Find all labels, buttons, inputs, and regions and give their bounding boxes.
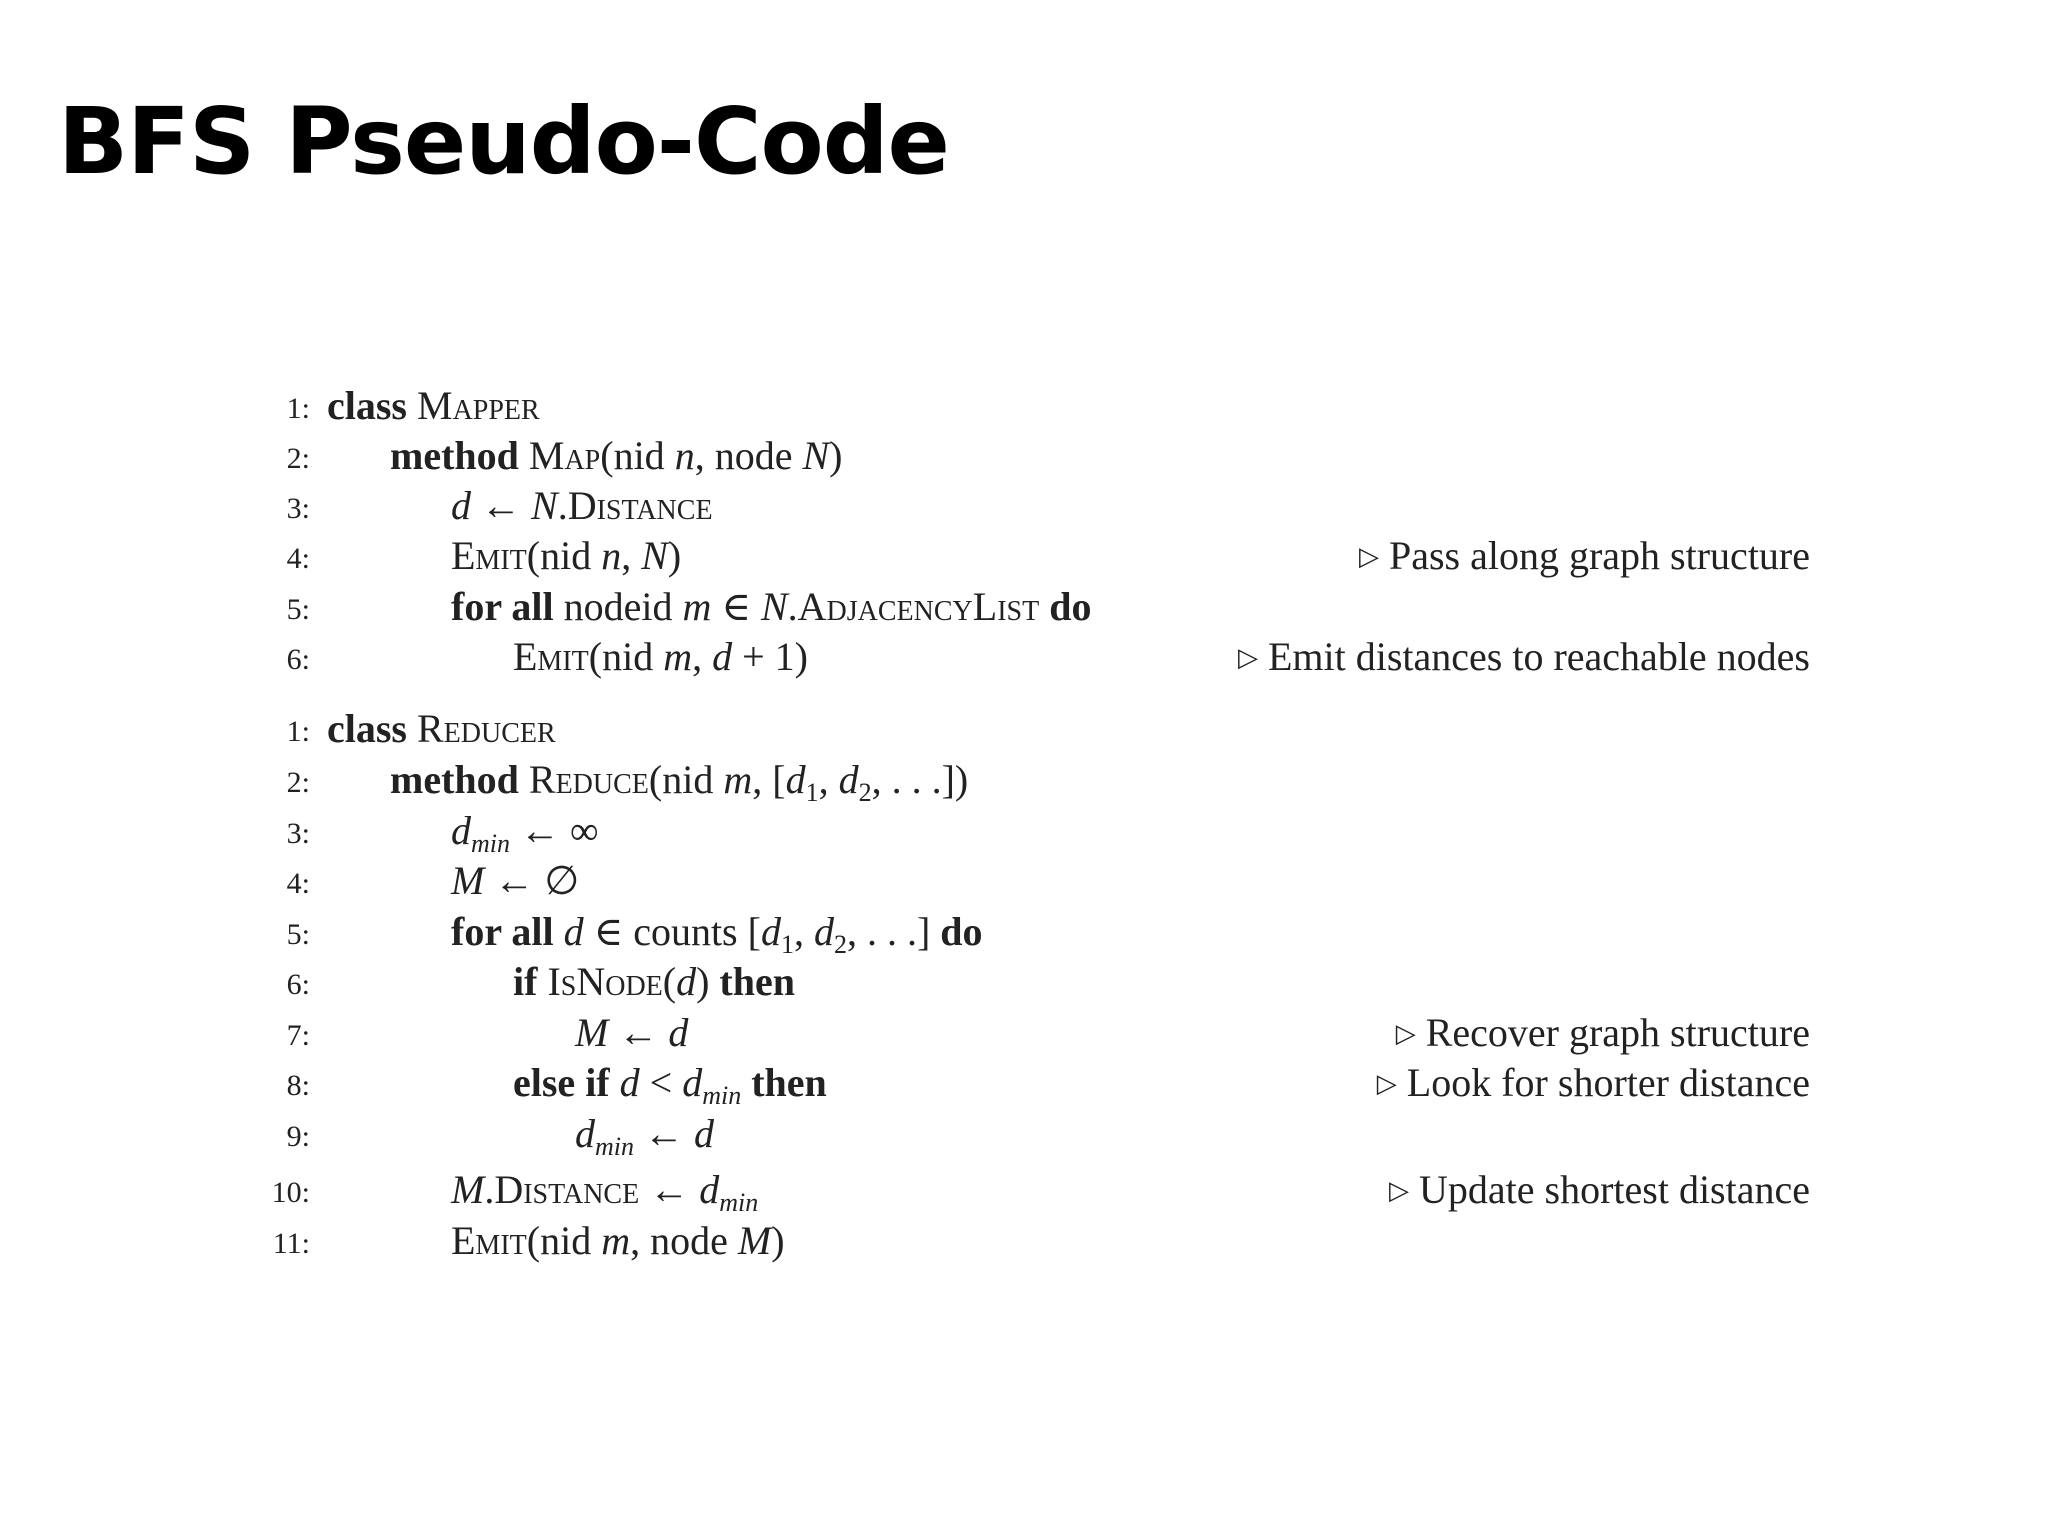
variable: d	[838, 757, 859, 802]
variable: N	[531, 483, 558, 528]
code-text: .	[484, 1167, 495, 1212]
line-number: 1:	[286, 715, 310, 748]
keyword: then	[719, 959, 795, 1004]
method-name: Map	[528, 433, 601, 478]
mapper-line-3	[0, 482, 2048, 532]
variable: d	[668, 1010, 689, 1055]
code-text: )	[696, 959, 720, 1004]
reducer-line-5	[0, 908, 2048, 958]
comment-text: Pass along graph structure	[1388, 533, 1810, 578]
comment	[1359, 532, 1810, 579]
code-text: <	[639, 1060, 683, 1105]
mapper-line-1	[0, 382, 2048, 432]
code-text: (nid	[526, 533, 602, 578]
reducer-line-1	[0, 705, 2048, 755]
line-number: 8:	[286, 1069, 310, 1102]
line-number: 7:	[286, 1019, 310, 1052]
assign-arrow: ←	[471, 483, 531, 528]
keyword: for all	[451, 909, 554, 954]
variable: M	[451, 1167, 485, 1212]
comment-text: Emit distances to reachable nodes	[1267, 634, 1810, 679]
keyword: method	[390, 757, 519, 802]
code-text: + 1)	[732, 634, 808, 679]
class-name: Reducer	[417, 706, 556, 751]
comment	[1389, 1166, 1810, 1213]
line-number: 6:	[286, 968, 310, 1001]
method-name: IsNode	[547, 959, 663, 1004]
code-text: ,	[793, 909, 814, 954]
variable: n	[674, 433, 695, 478]
line-number: 5:	[286, 593, 310, 626]
code-text: ,	[621, 533, 642, 578]
class-name: Mapper	[417, 383, 540, 428]
assign-arrow: ←	[608, 1010, 669, 1055]
variable: m	[682, 584, 712, 629]
empty-set-symbol: ∅	[544, 858, 580, 903]
variable: m	[723, 757, 753, 802]
assign-arrow: ←	[639, 1167, 700, 1212]
line-number: 2:	[286, 442, 310, 475]
variable: d	[676, 959, 697, 1004]
comment-marker-icon: ▷	[1358, 542, 1379, 571]
mapper-line-6	[0, 633, 2048, 683]
code-text: ∈	[711, 584, 761, 629]
comment	[1396, 1009, 1810, 1056]
code-text: )	[667, 533, 682, 578]
reducer-line-2	[0, 756, 2048, 806]
line-number: 3:	[286, 492, 310, 525]
reducer-line-3	[0, 807, 2048, 857]
code-text: )	[771, 1218, 785, 1263]
subscript: 1	[805, 778, 819, 807]
keyword: method	[390, 433, 519, 478]
variable: m	[601, 1218, 631, 1263]
subscript: min	[702, 1081, 742, 1110]
reducer-line-10	[0, 1166, 2048, 1216]
reducer-line-4	[0, 857, 2048, 907]
line-number: 2:	[286, 766, 310, 799]
method-name: Reduce	[528, 757, 649, 802]
line-number: 4:	[286, 867, 310, 900]
variable: n	[601, 533, 622, 578]
variable: d	[563, 909, 584, 954]
subscript: 2	[833, 930, 847, 959]
comment-marker-icon: ▷	[1389, 1176, 1409, 1205]
code-text: , . . .])	[871, 757, 969, 802]
keyword: do	[940, 909, 983, 954]
line-number: 5:	[286, 918, 310, 951]
code-text: , node	[630, 1218, 738, 1263]
variable: d	[813, 909, 834, 954]
variable: M	[737, 1218, 772, 1263]
comment-text: Update shortest distance	[1419, 1167, 1810, 1212]
variable: d	[760, 909, 781, 954]
line-number: 3:	[286, 817, 310, 850]
comment-marker-icon: ▷	[1395, 1019, 1416, 1048]
keyword: do	[1049, 584, 1092, 629]
variable: d	[699, 1167, 720, 1212]
code-text: nodeid	[553, 584, 683, 629]
reducer-line-11	[0, 1217, 2048, 1267]
keyword: class	[327, 706, 407, 751]
code-text: (	[662, 959, 677, 1004]
variable: d	[712, 634, 733, 679]
comment	[1377, 1059, 1810, 1106]
code-text: ∈ counts [	[583, 909, 761, 954]
variable: d	[451, 808, 471, 853]
method-name: Emit	[451, 533, 527, 578]
code-text: , . . .]	[846, 909, 941, 954]
assign-arrow: ←	[634, 1111, 694, 1156]
field-name: Distance	[567, 483, 713, 528]
variable: N	[641, 533, 668, 578]
infinity-symbol: ∞	[570, 808, 599, 853]
code-text: , node	[694, 433, 803, 478]
line-number: 4:	[286, 542, 310, 575]
variable: N	[802, 433, 830, 478]
mapper-line-2	[0, 432, 2048, 482]
code-text: .	[557, 483, 568, 528]
reducer-line-8	[0, 1059, 2048, 1109]
code-text: (nid	[648, 757, 724, 802]
variable: N	[760, 584, 788, 629]
variable: d	[682, 1060, 703, 1105]
line-number: 6:	[286, 643, 310, 676]
method-name: Emit	[451, 1218, 527, 1263]
line-number: 9:	[286, 1120, 310, 1153]
variable: d	[451, 483, 471, 528]
subscript: min	[719, 1188, 759, 1217]
variable: d	[575, 1111, 595, 1156]
code-text: (nid	[526, 1218, 602, 1263]
reducer-line-9	[0, 1110, 2048, 1160]
assign-arrow: ←	[484, 858, 545, 903]
comment-marker-icon: ▷	[1376, 1069, 1397, 1098]
field-name: AdjacencyList	[797, 584, 1040, 629]
subscript: 2	[858, 778, 872, 807]
keyword: if	[513, 959, 538, 1004]
reducer-line-6	[0, 958, 2048, 1008]
comment-text: Recover graph structure	[1425, 1010, 1810, 1055]
keyword: class	[327, 383, 407, 428]
mapper-line-4	[0, 532, 2048, 582]
reducer-line-7	[0, 1009, 2048, 1059]
code-text: )	[829, 433, 843, 478]
line-number: 10:	[271, 1176, 310, 1209]
slide-title: BFS Pseudo-Code	[58, 88, 949, 195]
variable: M	[575, 1010, 609, 1055]
variable: M	[451, 858, 485, 903]
code-text: (nid	[588, 634, 664, 679]
variable: d	[694, 1111, 714, 1156]
code-text: (nid	[600, 433, 675, 478]
code-text: , [	[752, 757, 786, 802]
variable: d	[785, 757, 806, 802]
subscript: min	[471, 829, 510, 858]
code-text: ,	[692, 634, 713, 679]
subscript: 1	[780, 930, 794, 959]
line-number: 11:	[272, 1227, 310, 1260]
comment-marker-icon: ▷	[1237, 643, 1258, 672]
keyword: then	[751, 1060, 827, 1105]
keyword: for all	[451, 584, 554, 629]
comment	[1238, 633, 1810, 680]
code-text: .	[787, 584, 798, 629]
field-name: Distance	[494, 1167, 640, 1212]
assign-arrow: ←	[510, 808, 570, 853]
subscript: min	[595, 1132, 634, 1161]
variable: d	[619, 1060, 640, 1105]
line-number: 1:	[286, 392, 310, 425]
mapper-line-5	[0, 583, 2048, 633]
comment-text: Look for shorter distance	[1406, 1060, 1810, 1105]
variable: m	[663, 634, 693, 679]
code-text: ,	[818, 757, 839, 802]
method-name: Emit	[513, 634, 589, 679]
keyword: else if	[513, 1060, 610, 1105]
